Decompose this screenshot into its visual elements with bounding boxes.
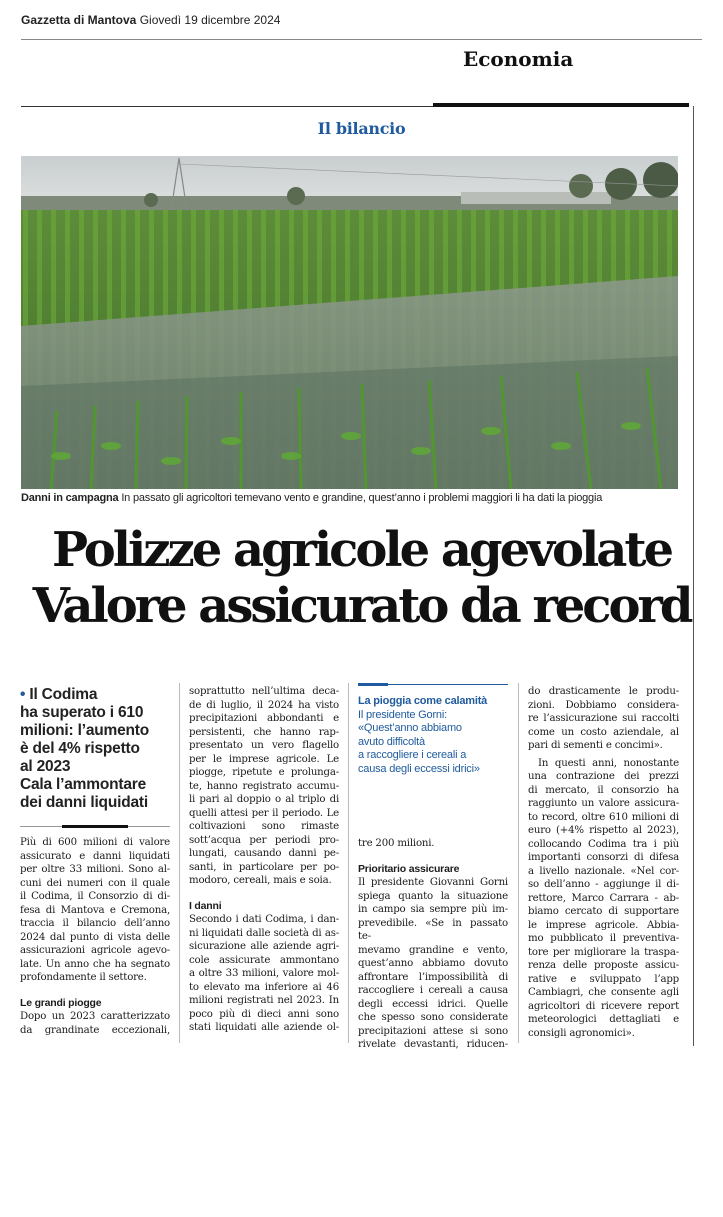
top-rule [21, 39, 702, 40]
body-line: lungati, causando danni pe- [189, 848, 339, 859]
body-line: soprattutto nell’ultima deca- [189, 686, 339, 697]
body-line: rettore, Marco Carrara - ab- [528, 892, 679, 904]
column-separator [348, 683, 349, 1043]
body-line: Più di 600 milioni di valore [20, 837, 170, 848]
section-label: Economia [463, 47, 574, 71]
body-line: agricoltori di ricevere report [528, 1000, 679, 1012]
pull-quote-line: «Quest’anno abbiamo [358, 722, 462, 734]
body-line: de di luglio, il 2024 ha visto [189, 699, 339, 711]
kicker: Il bilancio [317, 119, 406, 138]
summary-line: Cala l’ammontare [20, 776, 147, 793]
body-line: Dopo un 2023 caratterizzato [20, 1011, 170, 1022]
body-line: quest’anno abbiamo dovuto [358, 958, 508, 969]
body-line: poco più di dieci anni sono [189, 1008, 339, 1020]
caption-text: In passato gli agricoltori temevano vento e grandine, quest’anno i problemi maggiori li ha dati la pioggia [121, 492, 603, 504]
body-line: tore per migliorare la traspa- [528, 946, 679, 958]
body-subheading: Prioritario assicurare [358, 862, 460, 875]
body-line: Secondo i dati Codima, i dan- [189, 914, 339, 925]
body-line: pari di sementi e concimi». [528, 740, 663, 751]
body-subheading: I danni [189, 899, 222, 912]
body-column-1 [20, 836, 170, 1037]
body-line: euro (+4% rispetto al 2023), [528, 825, 679, 836]
body-subheading: Le grandi piogge [20, 996, 102, 1009]
body-line: santi, in particolare per po- [189, 861, 339, 873]
pull-quote-line: Il presidente Gorni: [358, 708, 447, 721]
column-separator [518, 683, 519, 1043]
body-line: to elevato ma inferiore ai 46 [189, 981, 339, 993]
body-line: una contrazione dei prezzi [528, 771, 679, 782]
pull-quote-line: causa degli eccessi idrici» [358, 762, 480, 775]
body-line: il Codima, il Consorzio di di- [20, 891, 170, 902]
body-line: ni liquidati dalle società di as- [189, 927, 339, 939]
pull-quote-title: La pioggia come calamità [358, 695, 488, 707]
section-rule-strong [433, 103, 689, 107]
summary-line: milioni: l’aumento [20, 722, 150, 739]
body-line: te, hanno registrato accumu- [189, 780, 339, 792]
body-line: li pari al doppio o al triplo di [189, 794, 339, 805]
body-line: raccogliere i cereali a causa [358, 985, 508, 996]
body-line: piogge, ripetute e prolunga- [189, 767, 339, 778]
body-line: mevamo grandine e vento, [358, 944, 508, 956]
body-line: per le imprese agricole. Le [189, 753, 339, 765]
body-line: rivelate devastanti, riducen- [358, 1039, 508, 1050]
body-line: assicurato e danni liquidati [20, 850, 170, 862]
pull-quote-line: a raccogliere i cereali a [358, 749, 467, 761]
summary-line: Il Codima [29, 686, 98, 703]
body-line: Il presidente Giovanni Gorni [358, 877, 508, 888]
body-line: Cambiagri, che consente agli [528, 987, 679, 998]
body-line: biamo cercato di supportare [528, 906, 679, 917]
body-line: meteorologici dettagliati e [528, 1014, 679, 1025]
body-line: In questi anni, nonostante [538, 757, 679, 769]
body-line: quelli attesi per il periodo. Le [189, 807, 339, 819]
body-line: profondamente il settore. [20, 972, 147, 983]
pull-quote [358, 695, 508, 776]
body-line: late. Un anno che ha segnato [20, 958, 170, 970]
body-line: persistenti, che hanno rap- [189, 726, 339, 738]
summary-line: dei danni liquidati [20, 794, 148, 811]
body-column-4 [528, 685, 679, 1040]
body-line: affrontare l’impossibilità di [358, 971, 508, 983]
caption-lead: Danni in campagna [21, 492, 119, 504]
body-line: degli eccessi idrici. Quelle [358, 998, 508, 1010]
quote-rule-strong [358, 683, 388, 686]
body-line: modoro, cereali, mais e soia. [189, 875, 332, 886]
body-line: re l’assicurazione sui raccolti [528, 713, 679, 724]
body-line: rative e sviluppato l’app [528, 973, 679, 985]
body-line: raggiunto un valore assicura- [528, 798, 679, 809]
body-line: spiega quanto la situazione [358, 890, 508, 902]
body-line: do drasticamente le produ- [528, 686, 679, 697]
body-line: importanti consorzi di difesa [528, 852, 679, 863]
summary-bullet: • [20, 686, 26, 703]
body-line: stati liquidati alle aziende ol- [189, 1022, 339, 1033]
body-column-3 [358, 837, 508, 1052]
body-line: come un costo aziendale, al [528, 726, 679, 738]
body-line: fesa di Mantova e Cremona, [20, 904, 170, 916]
body-line: cole assicurate ammontano [189, 954, 339, 966]
headline-line-2: Valore assicurato da record [32, 578, 691, 634]
body-line: collocando Codima tra i più [528, 838, 679, 850]
body-line: le imprese agricole. Abbia- [528, 919, 679, 931]
body-line: to record, oltre 610 milioni di [528, 811, 679, 823]
summary [20, 686, 170, 812]
issue-date: Giovedì 19 dicembre 2024 [139, 13, 281, 27]
summary-line: ha superato i 610 [20, 704, 144, 721]
summary-line: è del 4% rispetto [20, 740, 140, 757]
body-line: consigli agronomici». [528, 1027, 635, 1039]
body-line: mo pubblicato il preventiva- [528, 933, 679, 944]
body-column-2 [189, 685, 339, 1035]
body-line: tre 200 milioni. [358, 838, 435, 849]
body-line: che spesso sono considerate [358, 1012, 508, 1023]
body-line: assicurazioni agricole agevo- [20, 945, 170, 956]
body-line: per oltre 33 milioni. Sono al- [20, 864, 170, 875]
body-line: presentato un vero flagello [189, 740, 339, 751]
summary-rule-strong [62, 825, 128, 828]
body-line: precipitazioni attese si sono [358, 1025, 508, 1037]
body-line: di mercato, il consorzio ha [528, 784, 679, 796]
masthead [21, 13, 280, 27]
body-line: so dell’anno - aggiunge il di- [528, 879, 679, 890]
body-line: a livello nazionale. «Nel cor- [528, 865, 679, 877]
photo-caption [21, 492, 701, 504]
body-line: da grandinate eccezionali, [20, 1024, 170, 1036]
newspaper-name: Gazzetta di Mantova [21, 13, 137, 27]
body-line: 2024 dal punto di vista delle [20, 931, 170, 943]
body-line: precipitazioni abbondanti e [189, 713, 339, 724]
body-line: sott’acqua per periodi pro- [189, 834, 339, 846]
headline-line-1: Polizze agricole agevolate [51, 522, 672, 578]
body-line: cuni dei numeri con il quale [20, 877, 170, 889]
body-line: in campo sia sempre più im- [358, 904, 508, 915]
body-line: traccia il bilancio dell’anno [20, 918, 170, 929]
summary-line: al 2023 [20, 758, 71, 775]
body-line: coltivazioni sono rimaste [189, 821, 339, 832]
body-line: renza delle proposte assicu- [528, 960, 679, 971]
body-line: prevedibile. «Se in passato te- [358, 917, 508, 942]
column-separator [179, 683, 180, 1043]
body-line: sicurazione alle aziende agri- [189, 941, 339, 952]
corn-field-flooded-photo [21, 156, 678, 489]
body-line: milioni registrati nel 2023. In [189, 995, 339, 1006]
body-line: zioni. Dobbiamo considera- [528, 699, 679, 711]
pull-quote-line: avuto difficoltà [358, 735, 425, 748]
body-line: a oltre 33 milioni, valore mol- [189, 968, 339, 979]
